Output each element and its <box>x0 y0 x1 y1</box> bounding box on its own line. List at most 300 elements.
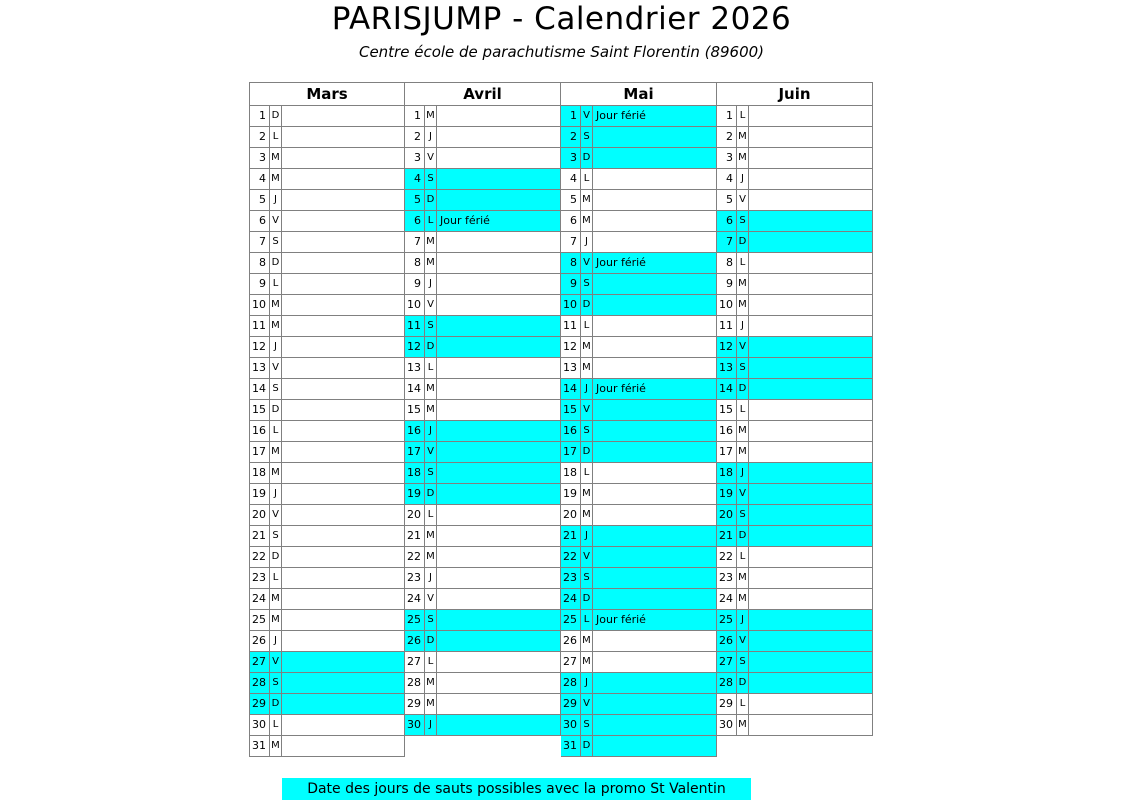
day-of-week: M <box>736 589 749 609</box>
day-number: 29 <box>407 697 421 710</box>
day-row <box>249 190 405 211</box>
day-of-week: V <box>736 190 749 210</box>
day-row <box>717 715 873 736</box>
page-subtitle: Centre école de parachutisme Saint Florentin (89600) <box>358 43 765 61</box>
day-of-week: D <box>269 547 282 567</box>
day-of-week: J <box>424 568 437 588</box>
day-row <box>405 505 561 526</box>
day-of-week: L <box>736 694 749 714</box>
day-row <box>717 316 873 337</box>
day-number: 10 <box>252 298 266 311</box>
day-row <box>405 232 561 253</box>
day-of-week: S <box>580 715 593 735</box>
day-row <box>561 211 717 232</box>
day-number: 27 <box>407 655 421 668</box>
day-of-week: D <box>580 295 593 315</box>
day-number: 4 <box>726 172 733 185</box>
day-number: 7 <box>414 235 421 248</box>
day-row <box>405 442 561 463</box>
day-row <box>561 127 717 148</box>
day-row <box>249 337 405 358</box>
day-number: 31 <box>252 739 266 752</box>
day-of-week: M <box>269 589 282 609</box>
day-of-week: L <box>424 358 437 378</box>
day-number: 23 <box>563 571 577 584</box>
day-of-week: L <box>736 253 749 273</box>
day-row <box>561 505 717 526</box>
day-of-week: L <box>269 274 282 294</box>
day-number: 16 <box>252 424 266 437</box>
day-row <box>561 295 717 316</box>
day-number: 3 <box>726 151 733 164</box>
day-number: 5 <box>726 193 733 206</box>
day-number: 26 <box>407 634 421 647</box>
day-number: 28 <box>719 676 733 689</box>
day-number: 20 <box>719 508 733 521</box>
day-of-week: D <box>580 736 593 756</box>
day-row <box>717 421 873 442</box>
day-number: 25 <box>252 613 266 626</box>
day-of-week: L <box>269 715 282 735</box>
day-number: 21 <box>719 529 733 542</box>
day-number: 23 <box>719 571 733 584</box>
day-row <box>717 190 873 211</box>
day-number: 1 <box>259 109 266 122</box>
day-of-week: S <box>424 610 437 630</box>
day-row <box>561 715 717 736</box>
day-of-week: L <box>580 463 593 483</box>
day-row <box>249 589 405 610</box>
day-of-week: M <box>736 421 749 441</box>
day-row <box>249 295 405 316</box>
day-of-week: M <box>424 106 437 126</box>
day-of-week: L <box>424 211 437 231</box>
day-number: 14 <box>563 382 577 395</box>
day-number: 1 <box>570 109 577 122</box>
day-row <box>561 379 717 400</box>
day-row <box>717 358 873 379</box>
day-number: 13 <box>719 361 733 374</box>
day-row <box>717 211 873 232</box>
day-of-week: D <box>424 484 437 504</box>
day-row <box>249 631 405 652</box>
day-row <box>405 337 561 358</box>
day-of-week: V <box>580 400 593 420</box>
day-of-week: J <box>269 190 282 210</box>
day-of-week: V <box>736 484 749 504</box>
day-row <box>561 358 717 379</box>
day-row <box>717 442 873 463</box>
day-number: 7 <box>570 235 577 248</box>
day-row <box>717 526 873 547</box>
day-number: 1 <box>414 109 421 122</box>
day-row <box>249 505 405 526</box>
holiday-note: Jour férié <box>596 382 646 395</box>
day-number: 16 <box>563 424 577 437</box>
day-of-week: J <box>269 631 282 651</box>
day-of-week: V <box>424 295 437 315</box>
day-row <box>717 379 873 400</box>
day-row <box>561 232 717 253</box>
day-number: 17 <box>563 445 577 458</box>
day-of-week: M <box>580 190 593 210</box>
day-of-week: M <box>269 442 282 462</box>
day-number: 22 <box>252 550 266 563</box>
day-row <box>405 631 561 652</box>
day-row <box>249 316 405 337</box>
calendar-grid <box>249 82 874 758</box>
day-number: 7 <box>259 235 266 248</box>
day-row <box>561 253 717 274</box>
day-of-week: V <box>736 631 749 651</box>
day-number: 12 <box>407 340 421 353</box>
month-column-avril <box>405 82 561 736</box>
day-of-week: J <box>580 526 593 546</box>
day-number: 30 <box>407 718 421 731</box>
day-of-week: D <box>580 442 593 462</box>
day-number: 24 <box>252 592 266 605</box>
day-row <box>405 463 561 484</box>
day-number: 28 <box>563 676 577 689</box>
day-number: 27 <box>563 655 577 668</box>
holiday-note: Jour férié <box>440 214 490 227</box>
day-number: 7 <box>726 235 733 248</box>
day-number: 22 <box>719 550 733 563</box>
day-of-week: M <box>424 547 437 567</box>
day-row <box>249 610 405 631</box>
day-number: 21 <box>563 529 577 542</box>
day-number: 29 <box>563 697 577 710</box>
day-number: 6 <box>726 214 733 227</box>
day-number: 4 <box>259 172 266 185</box>
day-row <box>561 568 717 589</box>
day-number: 11 <box>563 319 577 332</box>
day-of-week: V <box>580 106 593 126</box>
day-of-week: S <box>424 463 437 483</box>
day-row <box>405 715 561 736</box>
day-number: 8 <box>414 256 421 269</box>
day-number: 15 <box>407 403 421 416</box>
day-row <box>561 547 717 568</box>
day-number: 19 <box>407 487 421 500</box>
day-number: 25 <box>563 613 577 626</box>
day-row <box>717 232 873 253</box>
day-of-week: L <box>269 127 282 147</box>
day-number: 15 <box>563 403 577 416</box>
day-row <box>249 274 405 295</box>
day-row <box>405 253 561 274</box>
day-of-week: M <box>580 484 593 504</box>
day-row <box>561 106 717 127</box>
day-row <box>717 673 873 694</box>
day-number: 17 <box>407 445 421 458</box>
day-row <box>561 148 717 169</box>
day-of-week: S <box>269 673 282 693</box>
day-number: 25 <box>719 613 733 626</box>
day-row <box>249 232 405 253</box>
day-number: 21 <box>407 529 421 542</box>
day-row <box>405 400 561 421</box>
day-of-week: D <box>269 400 282 420</box>
day-row <box>405 421 561 442</box>
month-column-mars <box>249 82 405 757</box>
day-number: 20 <box>563 508 577 521</box>
day-of-week: M <box>269 736 282 756</box>
day-number: 14 <box>252 382 266 395</box>
day-number: 18 <box>719 466 733 479</box>
day-of-week: M <box>424 400 437 420</box>
day-of-week: S <box>424 316 437 336</box>
day-number: 24 <box>563 592 577 605</box>
day-row <box>561 400 717 421</box>
day-number: 20 <box>252 508 266 521</box>
day-row <box>405 484 561 505</box>
day-number: 18 <box>252 466 266 479</box>
page-title: PARISJUMP - Calendrier 2026 <box>331 1 792 37</box>
day-of-week: L <box>580 169 593 189</box>
day-of-week: V <box>736 337 749 357</box>
day-number: 9 <box>726 277 733 290</box>
day-row <box>561 610 717 631</box>
day-number: 29 <box>719 697 733 710</box>
day-of-week: L <box>424 652 437 672</box>
day-number: 19 <box>719 487 733 500</box>
day-number: 3 <box>259 151 266 164</box>
day-row <box>561 421 717 442</box>
day-of-week: D <box>736 379 749 399</box>
day-number: 11 <box>407 319 421 332</box>
day-of-week: V <box>580 694 593 714</box>
day-row <box>717 295 873 316</box>
day-of-week: M <box>736 148 749 168</box>
day-number: 10 <box>563 298 577 311</box>
holiday-note: Jour férié <box>596 613 646 626</box>
day-row <box>405 673 561 694</box>
day-of-week: L <box>580 316 593 336</box>
day-of-week: D <box>424 631 437 651</box>
day-number: 9 <box>259 277 266 290</box>
day-of-week: S <box>736 358 749 378</box>
day-of-week: V <box>424 589 437 609</box>
day-of-week: J <box>424 715 437 735</box>
day-number: 6 <box>570 214 577 227</box>
day-number: 4 <box>414 172 421 185</box>
month-header: Juin <box>717 82 873 106</box>
day-row <box>405 358 561 379</box>
day-row <box>717 631 873 652</box>
day-of-week: D <box>424 337 437 357</box>
month-header: Avril <box>405 82 561 106</box>
day-of-week: J <box>269 337 282 357</box>
day-number: 2 <box>570 130 577 143</box>
day-of-week: M <box>736 127 749 147</box>
day-row <box>561 274 717 295</box>
day-number: 11 <box>252 319 266 332</box>
day-number: 12 <box>563 340 577 353</box>
day-row <box>717 106 873 127</box>
day-of-week: D <box>580 589 593 609</box>
day-number: 15 <box>252 403 266 416</box>
day-number: 16 <box>719 424 733 437</box>
day-row <box>717 463 873 484</box>
day-row <box>717 568 873 589</box>
day-of-week: J <box>424 421 437 441</box>
day-number: 3 <box>570 151 577 164</box>
day-number: 26 <box>563 634 577 647</box>
day-of-week: M <box>736 295 749 315</box>
day-of-week: M <box>424 694 437 714</box>
day-row <box>717 652 873 673</box>
day-number: 5 <box>259 193 266 206</box>
day-row <box>249 169 405 190</box>
day-of-week: J <box>736 169 749 189</box>
day-row <box>561 463 717 484</box>
day-number: 4 <box>570 172 577 185</box>
day-number: 9 <box>414 277 421 290</box>
day-of-week: S <box>269 232 282 252</box>
day-row <box>561 589 717 610</box>
day-row <box>405 589 561 610</box>
day-number: 9 <box>570 277 577 290</box>
day-number: 10 <box>407 298 421 311</box>
day-of-week: D <box>269 694 282 714</box>
day-of-week: M <box>580 505 593 525</box>
day-of-week: S <box>736 505 749 525</box>
day-row <box>249 148 405 169</box>
day-of-week: J <box>269 484 282 504</box>
day-row <box>405 379 561 400</box>
day-row <box>249 379 405 400</box>
day-of-week: J <box>424 274 437 294</box>
day-row <box>249 568 405 589</box>
day-of-week: M <box>269 463 282 483</box>
day-of-week: L <box>269 568 282 588</box>
day-number: 19 <box>563 487 577 500</box>
day-row <box>561 190 717 211</box>
day-of-week: D <box>269 106 282 126</box>
day-of-week: J <box>580 379 593 399</box>
day-row <box>717 253 873 274</box>
day-of-week: D <box>736 673 749 693</box>
day-row <box>561 673 717 694</box>
day-row <box>561 169 717 190</box>
day-of-week: M <box>580 652 593 672</box>
day-number: 29 <box>252 697 266 710</box>
day-row <box>249 400 405 421</box>
day-of-week: J <box>580 232 593 252</box>
day-number: 3 <box>414 151 421 164</box>
day-row <box>249 484 405 505</box>
day-number: 22 <box>407 550 421 563</box>
day-number: 5 <box>570 193 577 206</box>
day-number: 15 <box>719 403 733 416</box>
day-of-week: J <box>736 316 749 336</box>
day-row <box>405 169 561 190</box>
day-number: 6 <box>414 214 421 227</box>
day-row <box>561 694 717 715</box>
month-header: Mai <box>561 82 717 106</box>
day-number: 22 <box>563 550 577 563</box>
legend-box: Date des jours de sauts possibles avec la promo St Valentin <box>282 778 751 800</box>
day-of-week: V <box>424 442 437 462</box>
day-number: 28 <box>252 676 266 689</box>
day-number: 8 <box>259 256 266 269</box>
day-row <box>405 148 561 169</box>
month-column-juin <box>717 82 873 736</box>
day-number: 18 <box>563 466 577 479</box>
day-of-week: V <box>424 148 437 168</box>
day-number: 17 <box>719 445 733 458</box>
day-number: 18 <box>407 466 421 479</box>
day-number: 20 <box>407 508 421 521</box>
day-row <box>405 694 561 715</box>
day-of-week: D <box>736 526 749 546</box>
day-row <box>249 694 405 715</box>
day-row <box>249 547 405 568</box>
day-row <box>561 442 717 463</box>
day-row <box>561 526 717 547</box>
day-of-week: M <box>424 232 437 252</box>
day-of-week: V <box>580 253 593 273</box>
day-row <box>405 295 561 316</box>
day-number: 24 <box>407 592 421 605</box>
day-number: 10 <box>719 298 733 311</box>
day-row <box>717 610 873 631</box>
day-row <box>405 106 561 127</box>
holiday-note: Jour férié <box>596 256 646 269</box>
day-of-week: M <box>424 379 437 399</box>
day-row <box>249 652 405 673</box>
day-row <box>405 211 561 232</box>
day-row <box>717 169 873 190</box>
day-row <box>405 568 561 589</box>
day-number: 14 <box>719 382 733 395</box>
day-number: 1 <box>726 109 733 122</box>
day-row <box>717 547 873 568</box>
day-row <box>249 106 405 127</box>
day-number: 8 <box>570 256 577 269</box>
day-of-week: S <box>269 526 282 546</box>
day-number: 13 <box>563 361 577 374</box>
month-column-mai <box>561 82 717 757</box>
day-row <box>561 316 717 337</box>
day-row <box>717 400 873 421</box>
day-of-week: M <box>580 337 593 357</box>
day-of-week: S <box>269 379 282 399</box>
day-number: 5 <box>414 193 421 206</box>
day-number: 19 <box>252 487 266 500</box>
day-row <box>717 274 873 295</box>
day-row <box>249 463 405 484</box>
day-row <box>249 253 405 274</box>
day-of-week: L <box>580 610 593 630</box>
day-number: 21 <box>252 529 266 542</box>
day-number: 13 <box>252 361 266 374</box>
day-of-week: J <box>736 610 749 630</box>
day-number: 14 <box>407 382 421 395</box>
day-row <box>405 274 561 295</box>
day-of-week: V <box>580 547 593 567</box>
day-row <box>249 211 405 232</box>
day-row <box>561 631 717 652</box>
day-of-week: M <box>269 148 282 168</box>
day-row <box>717 589 873 610</box>
day-number: 30 <box>719 718 733 731</box>
day-of-week: S <box>580 568 593 588</box>
day-row <box>561 484 717 505</box>
day-number: 27 <box>252 655 266 668</box>
day-of-week: L <box>269 421 282 441</box>
